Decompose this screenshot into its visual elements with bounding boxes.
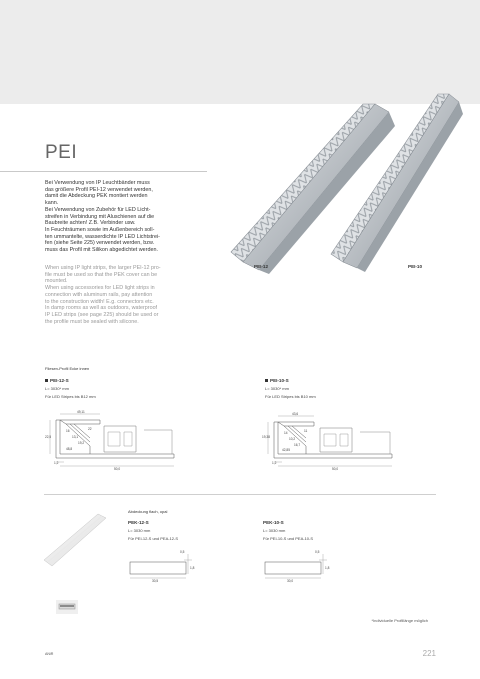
dim-height: 1,8 xyxy=(190,566,195,570)
technical-drawing-pei-10 xyxy=(262,408,402,472)
dim-base: 1,2 xyxy=(54,461,59,465)
cover-render xyxy=(40,510,108,568)
dim-side: 19,38 xyxy=(262,435,270,439)
cover-name: PEK-12-S xyxy=(128,520,149,525)
covers-heading: Abdeckung flach, opal xyxy=(128,509,168,514)
product-name: PEI-10-S xyxy=(265,378,289,383)
product-length: L= 3030* mm xyxy=(45,386,69,391)
cover-section-thumbnail xyxy=(56,600,78,614)
dim-d1: 16 xyxy=(66,429,70,433)
brand-logo: ANiR xyxy=(45,652,54,656)
section-title: PEI xyxy=(45,142,78,163)
dim-d2: 13,1 xyxy=(72,435,79,439)
product-length: L= 3030* mm xyxy=(265,386,289,391)
hero-label-pei-10: PEI-10 xyxy=(408,264,423,269)
dim-top-width: 43,6 xyxy=(292,412,299,416)
dim-d1: 14 xyxy=(284,431,288,435)
dim-d3: 16,7 xyxy=(294,443,301,447)
dim-d3: 19,2 xyxy=(78,441,85,445)
cover-name: PEK-10-S xyxy=(263,520,284,525)
dim-bottom: 50,0 xyxy=(114,467,121,471)
dim-thickness: 0,5 xyxy=(180,550,185,554)
footnote: *Individuelle Profillänge möglich xyxy=(371,618,428,623)
product-render xyxy=(213,84,463,279)
cover-length: L= 3030 mm xyxy=(263,528,286,533)
product-fit: Für LED Stripes bis B10 mm xyxy=(265,394,316,399)
cover-fit: Für PEI-10-S und PEA-10-S xyxy=(263,536,314,541)
dim-d2: 10,2 xyxy=(289,437,296,441)
intro-text-en: When using IP light strips, the larger PEI-12 pro- file must be used so that the PEK cover can be mounted. When using accessories for LED light strips in connection with aluminum rails, pay attention to the construction width! E.g. connectors etc. In damp rooms as well as outdoors, waterproof IP LED strips (see page 225) should be used or the profile must be sealed with silicone. xyxy=(45,265,161,325)
dim-width: 30,0 xyxy=(287,579,294,583)
product-fit: Für LED Stripes bis B12 mm xyxy=(45,394,96,399)
profiles-heading: Fliesen-Profil Ecke innen xyxy=(45,366,90,371)
product-name: PEI-12-S xyxy=(45,378,69,383)
cover-length: L= 3030 mm xyxy=(128,528,151,533)
dim-thickness: 0,5 xyxy=(315,550,320,554)
cover-fit: Für PEI-12-S und PEA-12-S xyxy=(128,536,179,541)
title-rule xyxy=(0,171,207,172)
dim-top-width: 49,11 xyxy=(77,410,85,414)
cover-drawing-pek-12 xyxy=(126,548,206,584)
cover-drawing-pek-10 xyxy=(261,548,341,584)
dim-bottom: 50,0 xyxy=(332,467,339,471)
dim-width: 30,5 xyxy=(152,579,159,583)
section-divider xyxy=(44,494,436,495)
dim-base: 1,2 xyxy=(272,461,277,465)
dim-inner: 22 xyxy=(88,427,92,431)
intro-text-de: Bei Verwendung von IP Leuchtbänder muss das größere Profil PEI-12 verwendet werden, damit die Abdeckung PEK montiert werden kann. Bei Verwendung von Zubehör für LED Licht- streifen in Verbindung mit Aluschienen auf die Baubreite achten! Z.B. Verbinder usw. In Feuchträumen sowie im Außenbereich soll- ten ummantelte, wasserdichte IP LED Lichtstrei- fen (siehe Seite 225) verwendet werden, bzw. muss das Profil mit Silikon abgedichtet werden. xyxy=(45,180,160,254)
dim-inner: 11 xyxy=(304,429,308,433)
dim-height: 1,8 xyxy=(325,566,330,570)
technical-drawing-pei-12 xyxy=(44,408,184,472)
dim-d4: 48,8 xyxy=(66,447,73,451)
dim-side: 22,5 xyxy=(45,435,52,439)
dim-d4: 42,85 xyxy=(282,448,290,452)
bullet-icon xyxy=(265,379,268,382)
hero-label-pei-12: PEI-12 xyxy=(254,264,269,269)
bullet-icon xyxy=(45,379,48,382)
page-number: 221 xyxy=(422,649,436,658)
